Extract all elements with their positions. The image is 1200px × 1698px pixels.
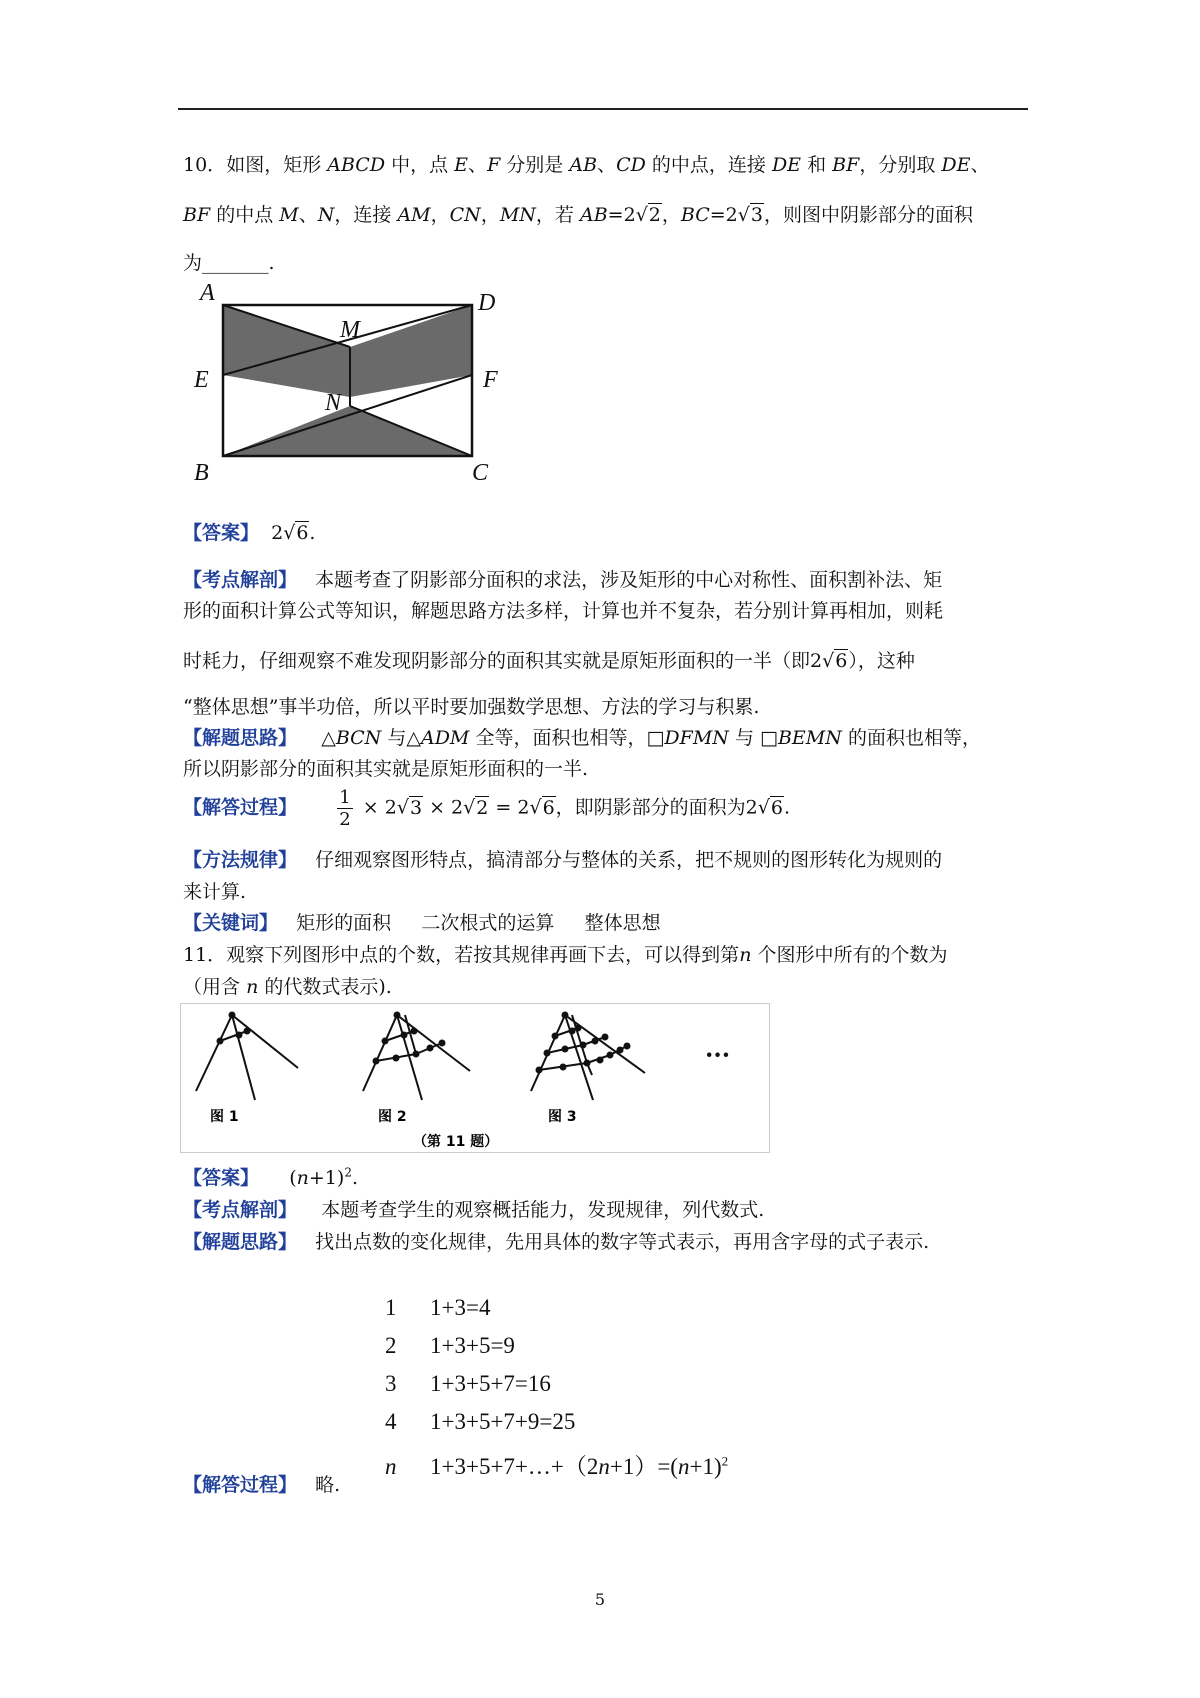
q11-gc: 【解答过程】 略. xyxy=(183,1474,341,1496)
q11-answer: 【答案】 $(n+1)^2$. xyxy=(183,1165,358,1189)
label-c: C xyxy=(472,460,489,486)
q11-table-row: 2 1+3+5=9 xyxy=(385,1333,515,1358)
shade-right-upper xyxy=(350,305,472,397)
q10-ff-line1: 【方法规律】 仔细观察图形特点，搞清部分与整体的关系，把不规则的图形转化为规则的 xyxy=(183,849,943,871)
caption-fig2: 图 2 xyxy=(378,1109,407,1125)
q11-table-row: 3 1+3+5+7=16 xyxy=(385,1371,551,1396)
q10-kd-line1: 【考点解剖】 本题考查了阴影部分面积的求法，涉及矩形的中心对称性、面积割补法、矩 xyxy=(183,569,943,591)
figure-title: （第 11 题） xyxy=(413,1134,499,1150)
q10-sl-line2: 所以阴影部分的面积其实就是原矩形面积的一半. xyxy=(183,758,589,780)
q10-line1: 10．如图，矩形 ABCD 中，点 E、F 分别是 AB、CD 的中点，连接 DE 和 BF，分别取 DE、 xyxy=(183,154,990,176)
q11-table-row: 1 1+3=4 xyxy=(385,1295,491,1320)
label-b: B xyxy=(194,460,209,486)
q10-line3: 为_______. xyxy=(183,252,275,274)
shade-left-upper xyxy=(223,305,350,397)
label-f: F xyxy=(483,367,498,393)
q10-rectangle-figure xyxy=(180,275,510,490)
q11-line1: 11．观察下列图形中点的个数，若按其规律再画下去，可以得到第n 个图形中所有的个数为 xyxy=(183,944,948,966)
q10-line2: BF 的中点 M、N，连接 AM，CN，MN，若 AB=2√2，BC=2√3，则图中阴影部分的面积 xyxy=(183,204,973,226)
q11-pattern-figure xyxy=(180,1003,770,1153)
label-m: M xyxy=(340,317,360,343)
q10-keywords: 【关键词】 矩形的面积 二次根式的运算 整体思想 xyxy=(183,912,661,934)
q11-kd: 【考点解剖】 本题考查学生的观察概括能力，发现规律，列代数式. xyxy=(183,1199,765,1221)
q10-ff-line2: 来计算. xyxy=(183,881,247,903)
label-a: A xyxy=(200,280,215,306)
figure-frame xyxy=(181,1004,770,1153)
q11-line2: （用含 n 的代数式表示). xyxy=(183,976,392,998)
q10-gc: 【解答过程】 $\frac{1}{2}$ × 2√3 × 2√2 = 2√6，即阴影部分的面积为2√6. xyxy=(183,787,791,830)
q11-table-row: 4 1+3+5+7+9=25 xyxy=(385,1409,576,1434)
q10-sl-line1: 【解题思路】 △BCN 与△ADM 全等，面积也相等，□DFMN 与 □BEMN 的面积也相等， xyxy=(183,727,981,749)
shade-bottom xyxy=(223,406,472,456)
figure-ellipsis: ··· xyxy=(705,1040,731,1069)
header-rule xyxy=(178,108,1028,110)
page-number: 5 xyxy=(594,1590,606,1609)
q10-kd-line2: 形的面积计算公式等知识，解题思路方法多样，计算也并不复杂，若分别计算再相加，则耗 xyxy=(183,600,944,622)
caption-fig3: 图 3 xyxy=(548,1109,577,1125)
q11-sl: 【解题思路】 找出点数的变化规律，先用具体的数字等式表示，再用含字母的式子表示. xyxy=(183,1231,930,1253)
label-n: N xyxy=(325,390,342,416)
label-d: D xyxy=(478,290,496,316)
caption-fig1: 图 1 xyxy=(210,1109,239,1125)
q10-kd-line4: “整体思想”事半功倍，所以平时要加强数学思想、方法的学习与积累. xyxy=(183,696,760,718)
q10-answer: 【答案】 2√6. xyxy=(183,522,316,544)
q10-kd-line3: 时耗力，仔细观察不难发现阴影部分的面积其实就是原矩形面积的一半（即2√6），这种 xyxy=(183,650,915,672)
fraction-half: $\frac{1}{2}$ xyxy=(339,787,351,830)
label-e: E xyxy=(194,367,209,393)
q11-table-row-n: n $1+3+5+7+\dots+(2n+1)=(n+1)^2$ xyxy=(385,1453,729,1479)
